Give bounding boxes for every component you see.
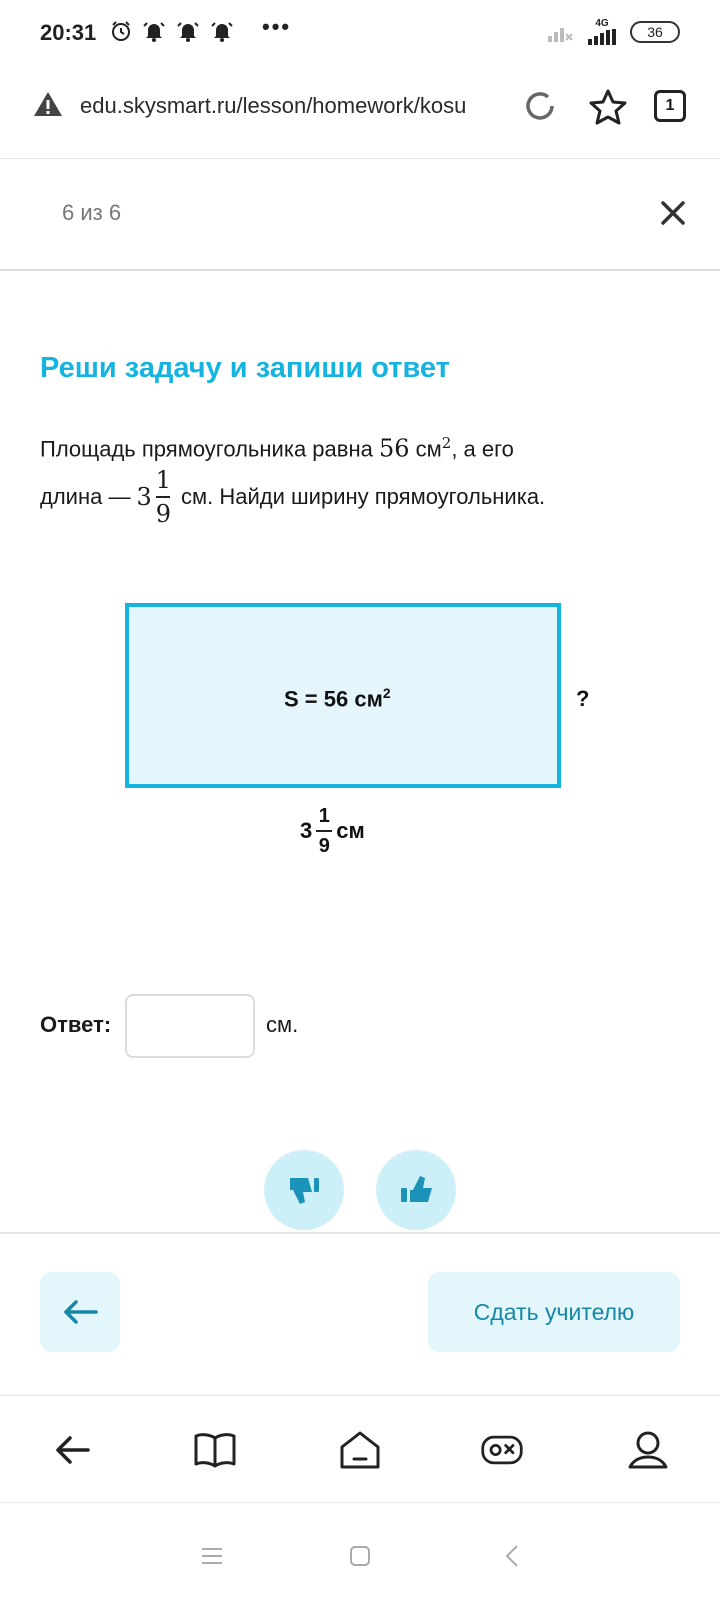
arrow-left-icon xyxy=(60,1297,100,1327)
length-fraction xyxy=(156,468,171,526)
header-divider xyxy=(0,269,720,271)
system-nav-divider xyxy=(0,1502,720,1503)
thumbs-down-icon xyxy=(284,1170,324,1210)
area-label xyxy=(284,685,391,712)
arrow-left-icon xyxy=(52,1434,92,1466)
battery-indicator: 36 xyxy=(630,21,680,43)
book-icon xyxy=(193,1430,237,1470)
answer-label: Ответ: xyxy=(40,1012,112,1037)
area-unit: см xyxy=(415,436,442,462)
area-exponent: 2 xyxy=(441,434,452,452)
dislike-button[interactable] xyxy=(264,1150,344,1230)
footer-divider xyxy=(0,1232,720,1234)
reload-icon[interactable] xyxy=(522,88,558,124)
bookmark-star-icon[interactable] xyxy=(588,88,628,126)
length-numerator: 1 xyxy=(155,466,172,494)
figure-length-fraction xyxy=(316,806,332,856)
status-time: 20:31 xyxy=(40,20,97,45)
home-icon xyxy=(338,1429,382,1471)
url-field[interactable]: edu.skysmart.ru/lesson/homework/kosu xyxy=(80,93,467,118)
length-whole: 3 xyxy=(136,483,152,511)
problem-tail: , а его xyxy=(451,436,514,462)
answer-input[interactable] xyxy=(125,994,255,1058)
profile-icon xyxy=(626,1429,670,1471)
problem-line-2 xyxy=(40,468,545,526)
chevron-left-icon xyxy=(503,1544,521,1568)
figure-length-unit: см xyxy=(336,818,365,843)
figure-length-whole: 3 xyxy=(300,818,313,843)
lesson-progress: 6 из 6 xyxy=(62,200,122,225)
problem-text: Площадь прямоугольника равна xyxy=(40,436,373,462)
alarm-bell-icon xyxy=(210,20,234,42)
thumbs-up-icon xyxy=(396,1170,436,1210)
system-menu-button[interactable] xyxy=(196,1540,228,1572)
menu-icon xyxy=(200,1546,224,1566)
tab-home[interactable] xyxy=(338,1428,382,1472)
tab-games[interactable] xyxy=(480,1428,524,1472)
tabs-count-button[interactable]: 1 xyxy=(654,90,686,122)
system-back-button[interactable] xyxy=(496,1540,528,1572)
answer-unit: см. xyxy=(266,1012,299,1037)
width-unknown-label: ? xyxy=(576,686,590,711)
problem-length-head: длина — xyxy=(40,484,131,509)
figure-length-numerator: 1 xyxy=(318,805,330,827)
problem-line-1 xyxy=(40,428,680,464)
problem-length-tail: см. Найди ширину прямоугольника. xyxy=(181,484,546,509)
signal-weak-icon xyxy=(546,22,574,42)
url-bar-divider xyxy=(0,158,720,159)
tab-back[interactable] xyxy=(50,1428,94,1472)
network-type: 4G xyxy=(595,18,609,29)
tab-profile[interactable] xyxy=(626,1428,670,1472)
close-icon[interactable] xyxy=(658,198,688,228)
alarm-bell-icon xyxy=(176,20,200,42)
fraction-bar xyxy=(156,496,170,498)
like-button[interactable] xyxy=(376,1150,456,1230)
system-home-button[interactable] xyxy=(344,1540,376,1572)
square-icon xyxy=(349,1545,371,1567)
status-right xyxy=(546,18,680,45)
alarm-icon xyxy=(110,20,132,42)
tabbar-divider xyxy=(0,1395,720,1396)
area-label-exponent: 2 xyxy=(382,685,391,701)
back-button[interactable] xyxy=(40,1272,120,1352)
task-title: Реши задачу и запиши ответ xyxy=(40,352,450,384)
area-value: 56 xyxy=(378,434,410,463)
figure-fraction-bar xyxy=(316,830,332,832)
warning-icon[interactable] xyxy=(32,90,64,118)
more-notifications-icon: ••• xyxy=(262,14,292,39)
length-label xyxy=(300,806,365,856)
area-label-text: S = 56 см xyxy=(284,686,383,712)
figure-length-denominator: 9 xyxy=(318,835,330,857)
gamepad-icon xyxy=(480,1432,524,1468)
tab-book[interactable] xyxy=(193,1428,237,1472)
status-notification-icons xyxy=(110,20,234,42)
length-denominator: 9 xyxy=(155,500,172,528)
signal-strong-icon xyxy=(584,29,620,45)
alarm-bell-icon xyxy=(142,20,166,42)
submit-to-teacher-button[interactable]: Сдать учителю xyxy=(428,1272,680,1352)
